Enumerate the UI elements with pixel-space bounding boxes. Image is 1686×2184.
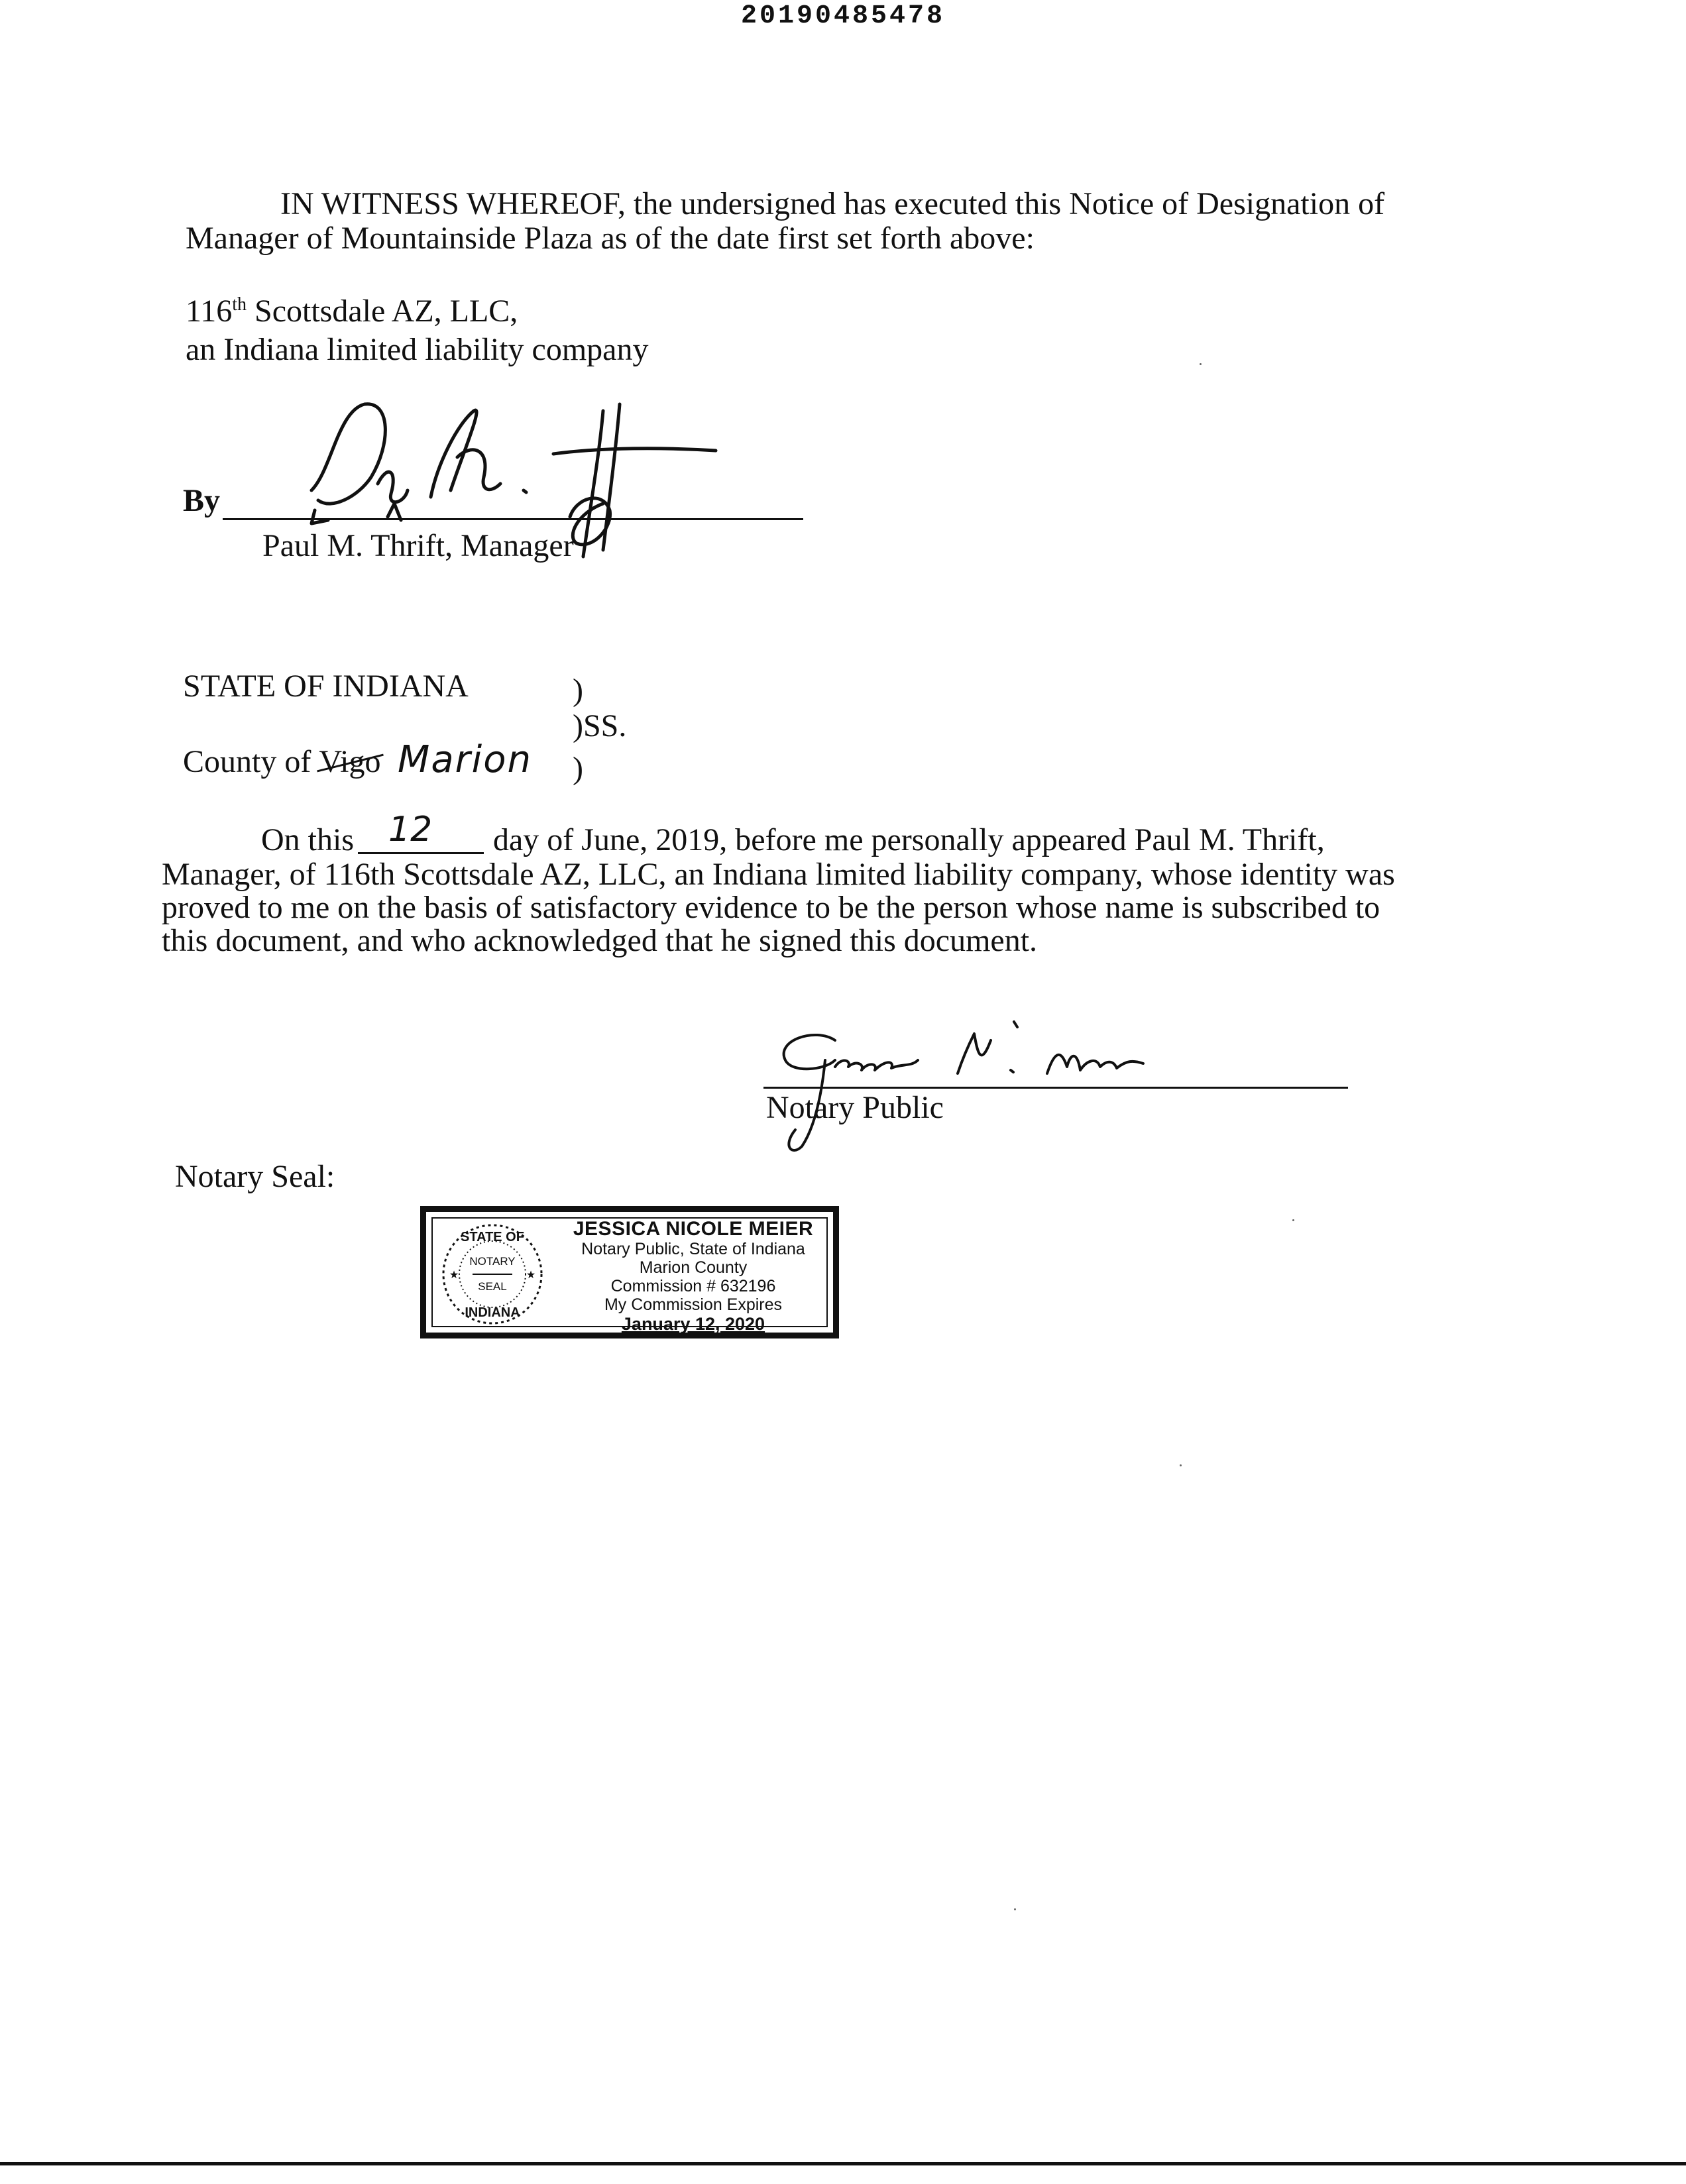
scan-speck bbox=[1292, 1219, 1294, 1221]
stamp-line-4: My Commission Expires bbox=[604, 1295, 783, 1314]
county-label bbox=[183, 746, 380, 778]
emblem-mid1-text: NOTARY bbox=[469, 1255, 516, 1268]
emblem-bottom-text: INDIANA bbox=[465, 1305, 520, 1320]
company-name-suffix: Scottsdale AZ, LLC, bbox=[247, 294, 518, 329]
day-handwritten: 12 bbox=[388, 810, 433, 849]
signer-name: Paul M. Thrift, Manager bbox=[262, 528, 574, 563]
stamp-line-3: Commission # 632196 bbox=[610, 1277, 776, 1295]
notary-stamp bbox=[420, 1206, 839, 1338]
day-blank-line bbox=[358, 852, 484, 854]
ack-line-1-rest: day of June, 2019, before me personally appeared Paul M. Thrift, bbox=[493, 822, 1325, 857]
by-label: By bbox=[183, 483, 221, 518]
company-name-superscript: th bbox=[232, 294, 247, 315]
document-number: 20190485478 bbox=[740, 1, 946, 31]
svg-text:★: ★ bbox=[449, 1270, 459, 1281]
emblem-top-text: STATE OF bbox=[461, 1230, 524, 1244]
stamp-line-1: Notary Public, State of Indiana bbox=[581, 1240, 805, 1258]
county-struck-text: Vigo bbox=[319, 744, 381, 779]
state-label: STATE OF INDIANA bbox=[183, 669, 469, 704]
company-description: an Indiana limited liability company bbox=[186, 332, 649, 367]
emblem-mid2-text: SEAL bbox=[478, 1280, 507, 1293]
scan-speck bbox=[1180, 1464, 1182, 1466]
ack-on-this: On this bbox=[261, 822, 355, 857]
company-name bbox=[186, 296, 518, 327]
ack-line-4: this document, and who acknowledged that he signed this document. bbox=[162, 923, 1038, 958]
company-name-prefix: 116 bbox=[186, 294, 233, 329]
stamp-expiry: January 12, 2020 bbox=[621, 1314, 765, 1334]
county-handwritten: Marion bbox=[398, 738, 532, 781]
stamp-line-2: Marion County bbox=[639, 1258, 748, 1277]
notary-public-label: Notary Public bbox=[766, 1090, 944, 1125]
stamp-notary-name: JESSICA NICOLE MEIER bbox=[573, 1218, 814, 1240]
svg-text:★: ★ bbox=[526, 1270, 536, 1281]
venue-paren-1: ) bbox=[573, 673, 583, 708]
ack-line-3: proved to me on the basis of satisfactory evidence to be the person whose name is subscribed to bbox=[162, 890, 1380, 925]
notary-seal-label: Notary Seal: bbox=[175, 1159, 335, 1194]
witness-line-2: Manager of Mountainside Plaza as of the date first set forth above: bbox=[186, 221, 1035, 256]
scan-speck bbox=[1014, 1908, 1016, 1910]
ack-line-2: Manager, of 116th Scottsdale AZ, LLC, an Indiana limited liability company, whose identity was bbox=[162, 857, 1395, 892]
venue-ss: )SS. bbox=[573, 708, 627, 743]
venue-paren-3: ) bbox=[573, 751, 583, 786]
notary-seal-emblem bbox=[439, 1221, 545, 1327]
bottom-rule bbox=[0, 2162, 1686, 2165]
witness-line-1: IN WITNESS WHEREOF, the undersigned has executed this Notice of Designation of bbox=[280, 186, 1385, 221]
notary-stamp-text bbox=[556, 1219, 830, 1334]
notary-signature-line bbox=[763, 1087, 1348, 1089]
county-label-text: County of bbox=[183, 744, 319, 779]
scan-speck bbox=[1200, 363, 1202, 365]
